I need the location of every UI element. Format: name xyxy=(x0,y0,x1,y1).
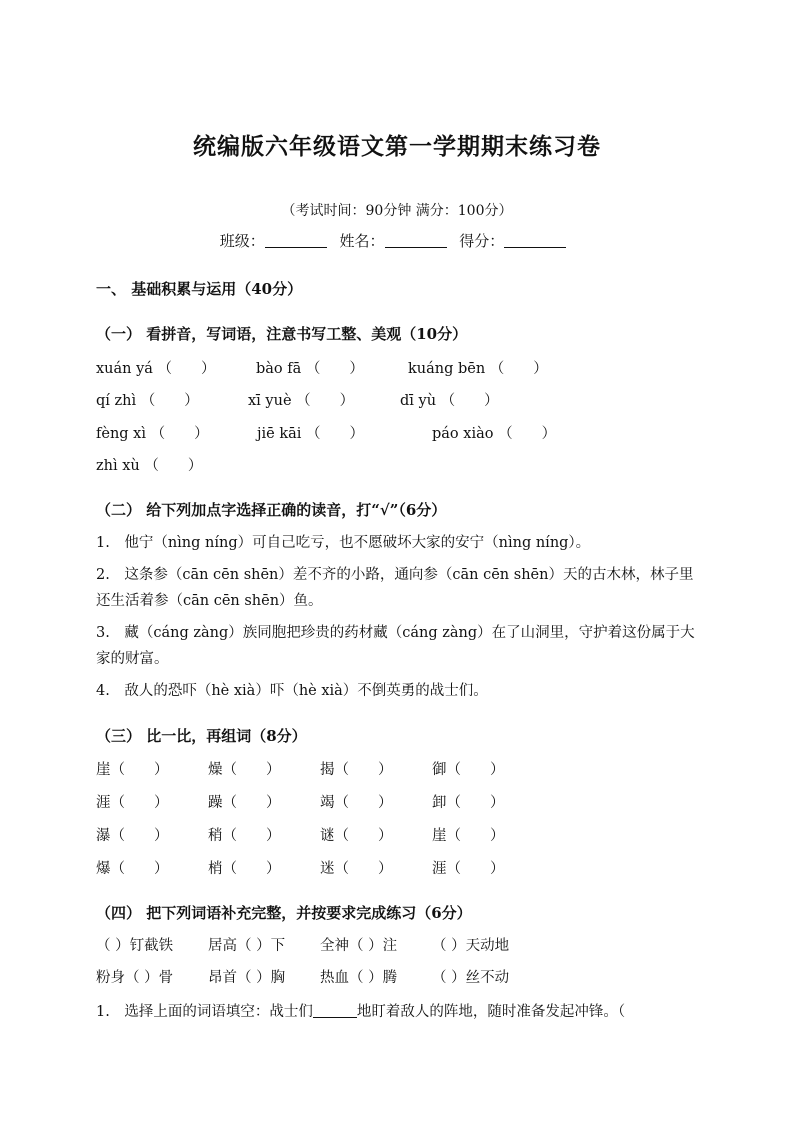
section2-heading: （二） 给下列加点字选择正确的读音，打“√”（6分） xyxy=(96,501,447,519)
score-blank[interactable] xyxy=(504,233,566,248)
pinyin-item[interactable]: jiē kāi （ ） xyxy=(257,426,365,442)
pronunciation-item[interactable]: 1. 他宁（nìng níng）可自己吃亏，也不愿破坏大家的安宁（nìng níng）。 xyxy=(96,535,591,551)
compare-item[interactable]: 涯（ ） xyxy=(96,795,169,811)
idiom-item[interactable]: （ ）天动地 xyxy=(432,938,510,954)
name-blank[interactable] xyxy=(385,233,447,248)
name-label: 姓名： xyxy=(339,232,385,250)
pinyin-item[interactable]: dī yù （ ） xyxy=(400,393,499,409)
question-text-end: 地盯着敌人的阵地，随时准备发起冲锋。（ xyxy=(356,1004,626,1020)
section1-heading: （一） 看拼音，写词语，注意书写工整、美观（10分） xyxy=(96,325,468,343)
compare-item[interactable]: 稍（ ） xyxy=(208,828,281,844)
idiom-item[interactable]: 粉身（ ）骨 xyxy=(96,970,174,986)
fill-in-question xyxy=(96,1000,625,1021)
section4-heading: （四） 把下列词语补充完整，并按要求完成练习（6分） xyxy=(96,904,472,922)
pronunciation-item[interactable]: 3. 藏（cáng zàng）族同胞把珍贵的药材藏（cáng zàng）在了山洞里，守护着这份属于大家的财富。 xyxy=(96,625,695,667)
compare-item[interactable]: 竭（ ） xyxy=(320,795,393,811)
compare-item[interactable]: 崖（ ） xyxy=(96,762,169,778)
compare-item[interactable]: 躁（ ） xyxy=(208,795,281,811)
idiom-item[interactable]: 昂首（ ）胸 xyxy=(208,970,286,986)
compare-item[interactable]: 揭（ ） xyxy=(320,762,393,778)
compare-item[interactable]: 御（ ） xyxy=(432,762,505,778)
pinyin-item[interactable]: kuáng bēn （ ） xyxy=(408,361,548,377)
class-blank[interactable] xyxy=(265,233,327,248)
answer-blank[interactable] xyxy=(313,1003,357,1018)
idiom-item[interactable]: 热血（ ）腾 xyxy=(320,970,398,986)
pinyin-item[interactable]: xuán yá （ ） xyxy=(96,361,216,377)
pinyin-item[interactable]: zhì xù （ ） xyxy=(96,458,203,474)
idiom-item[interactable]: 居高（ ）下 xyxy=(208,938,286,954)
compare-item[interactable]: 谜（ ） xyxy=(320,828,393,844)
pinyin-item[interactable]: xī yuè （ ） xyxy=(248,393,355,409)
compare-item[interactable]: 迷（ ） xyxy=(320,861,393,877)
pronunciation-item[interactable]: 2. 这条参（cān cēn shēn）差不齐的小路，通向参（cān cēn shēn）天的古木林，林子里还生活着参（cān cēn shēn）鱼。 xyxy=(96,567,694,609)
compare-item[interactable]: 爆（ ） xyxy=(96,861,169,877)
page-title: 统编版六年级语文第一学期期末练习卷 xyxy=(193,133,601,160)
section3-heading: （三） 比一比，再组词（8分） xyxy=(96,727,307,745)
compare-item[interactable]: 卸（ ） xyxy=(432,795,505,811)
compare-item[interactable]: 燥（ ） xyxy=(208,762,281,778)
student-info-line xyxy=(0,230,794,251)
pinyin-item[interactable]: qí zhì （ ） xyxy=(96,393,199,409)
compare-item[interactable]: 崖（ ） xyxy=(432,828,505,844)
pronunciation-item[interactable]: 4. 敌人的恐吓（hè xià）吓（hè xià）不倒英勇的战士们。 xyxy=(96,683,488,699)
pinyin-item[interactable]: fèng xì （ ） xyxy=(96,426,209,442)
pinyin-item[interactable]: páo xiào （ ） xyxy=(432,426,557,442)
score-label: 得分： xyxy=(459,232,505,250)
exam-meta: （考试时间：90分钟 满分：100分） xyxy=(281,203,513,219)
compare-item[interactable]: 梢（ ） xyxy=(208,861,281,877)
compare-item[interactable]: 涯（ ） xyxy=(432,861,505,877)
idiom-item[interactable]: （ ）丝不动 xyxy=(432,970,510,986)
pinyin-item[interactable]: bào fā （ ） xyxy=(256,361,364,377)
idiom-item[interactable]: （ ）钉截铁 xyxy=(96,938,174,954)
class-label: 班级： xyxy=(219,232,265,250)
question-text: 1. 选择上面的词语填空：战士们 xyxy=(96,1004,313,1020)
part1-heading: 一、 基础积累与运用（40分） xyxy=(96,280,303,298)
compare-item[interactable]: 瀑（ ） xyxy=(96,828,169,844)
idiom-item[interactable]: 全神（ ）注 xyxy=(320,938,398,954)
